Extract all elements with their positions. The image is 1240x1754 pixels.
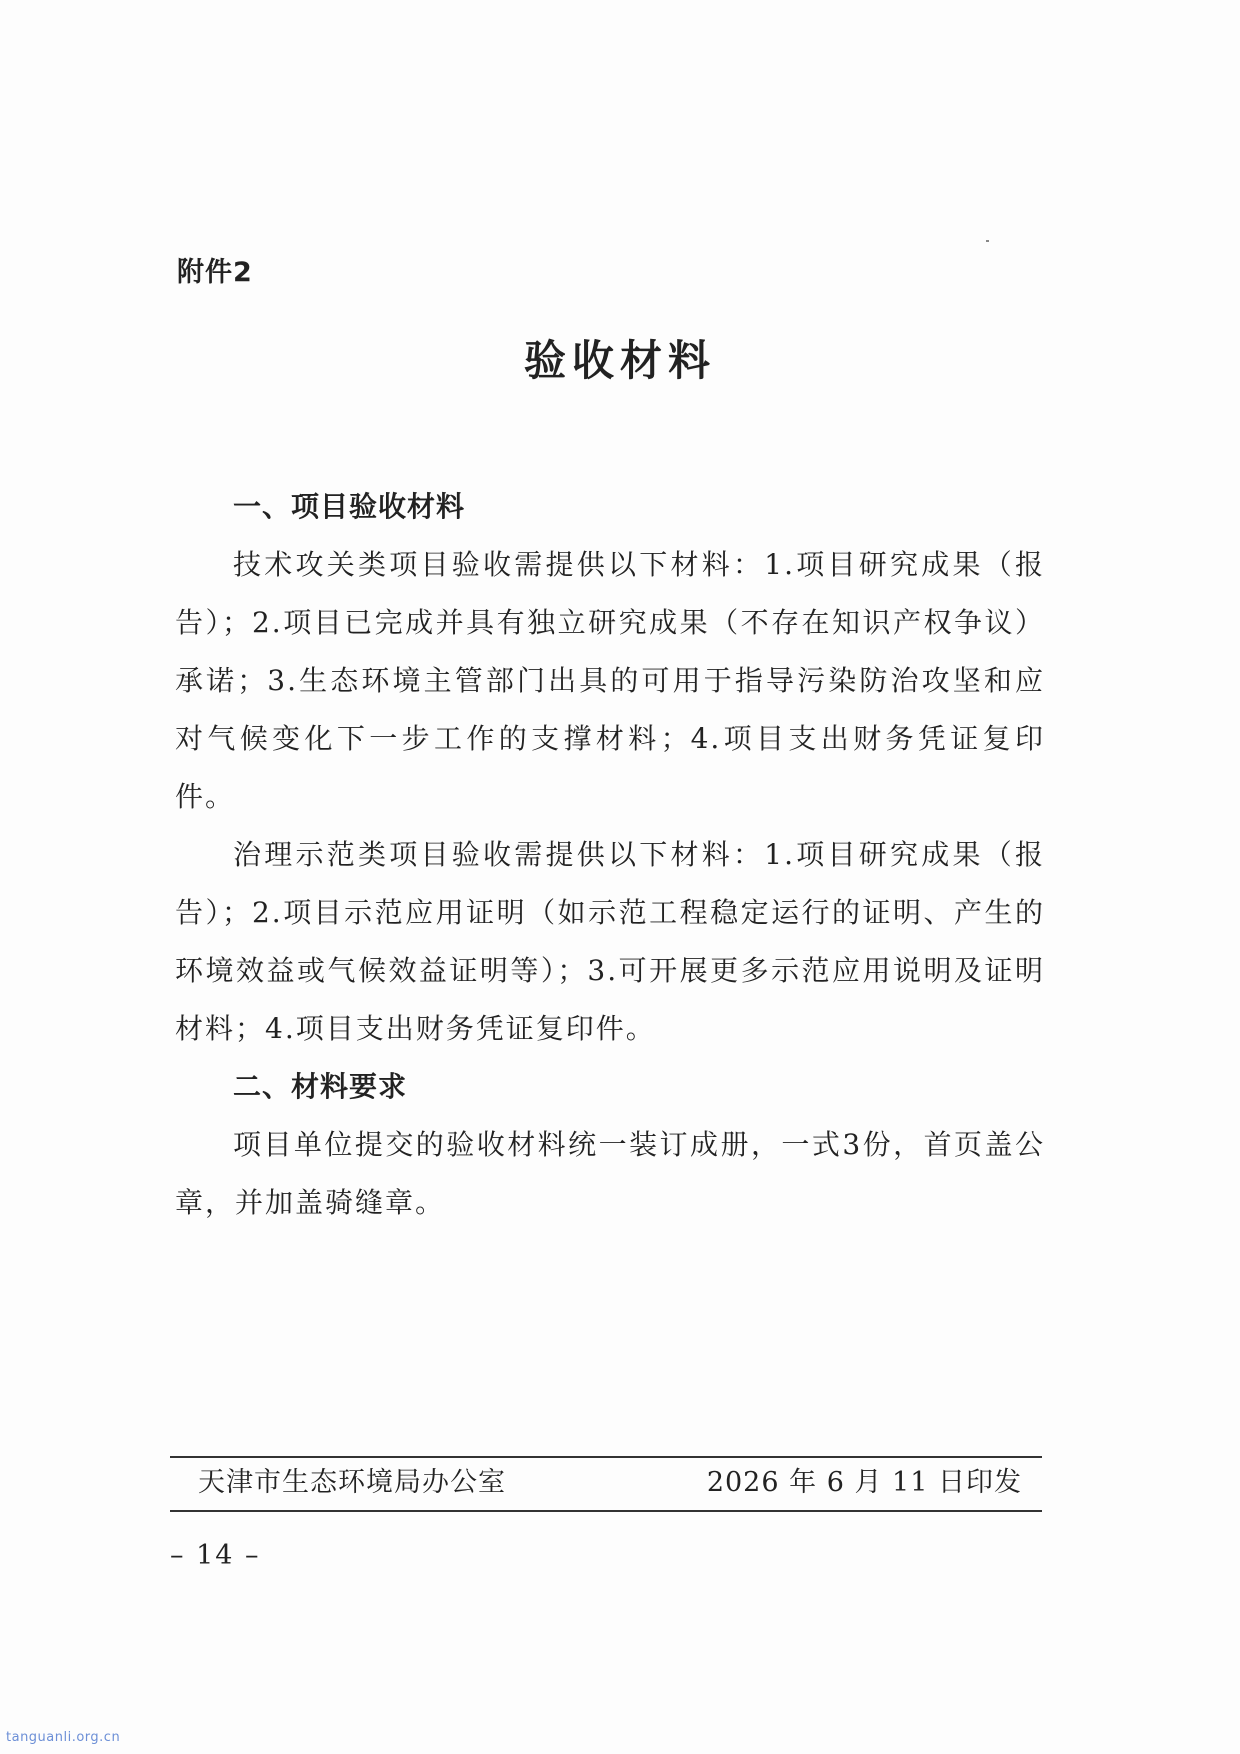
document-body	[175, 478, 1045, 1232]
issue-date: 2026 年 6 月 11 日印发	[706, 1467, 1022, 1498]
paragraph-binding-requirements: 项目单位提交的验收材料统一装订成册，一式3份，首页盖公章，并加盖骑缝章。	[175, 1128, 1045, 1219]
footer-rule-top	[170, 1456, 1042, 1458]
paragraph-demo-projects: 治理示范类项目验收需提供以下材料：1.项目研究成果（报告）；2.项目示范应用证明（如示范工程稳定运行的证明、产生的环境效益或气候效益证明等）；3.可开展更多示范应用说明及证明材料；4.项目支出财务凭证复印件。	[175, 838, 1045, 1045]
paragraph-tech-projects: 技术攻关类项目验收需提供以下材料：1.项目研究成果（报告）；2.项目已完成并具有独立研究成果（不存在知识产权争议）承诺；3.生态环境主管部门出具的可用于指导污染防治攻坚和应对气候变化下一步工作的支撑材料；4.项目支出财务凭证复印件。	[175, 548, 1045, 813]
attachment-label: 附件2	[177, 257, 253, 288]
section-heading-acceptance-materials: 一、项目验收材料	[233, 490, 466, 523]
scan-speck	[986, 240, 989, 242]
watermark-text: tanguanli.org.cn	[6, 1730, 121, 1745]
footer-rule-bottom	[170, 1510, 1042, 1512]
page-title: 验收材料	[523, 336, 716, 385]
page-number: – 14 –	[170, 1540, 261, 1571]
section-heading-material-requirements: 二、材料要求	[233, 1070, 408, 1103]
issuer-name: 天津市生态环境局办公室	[198, 1467, 506, 1498]
